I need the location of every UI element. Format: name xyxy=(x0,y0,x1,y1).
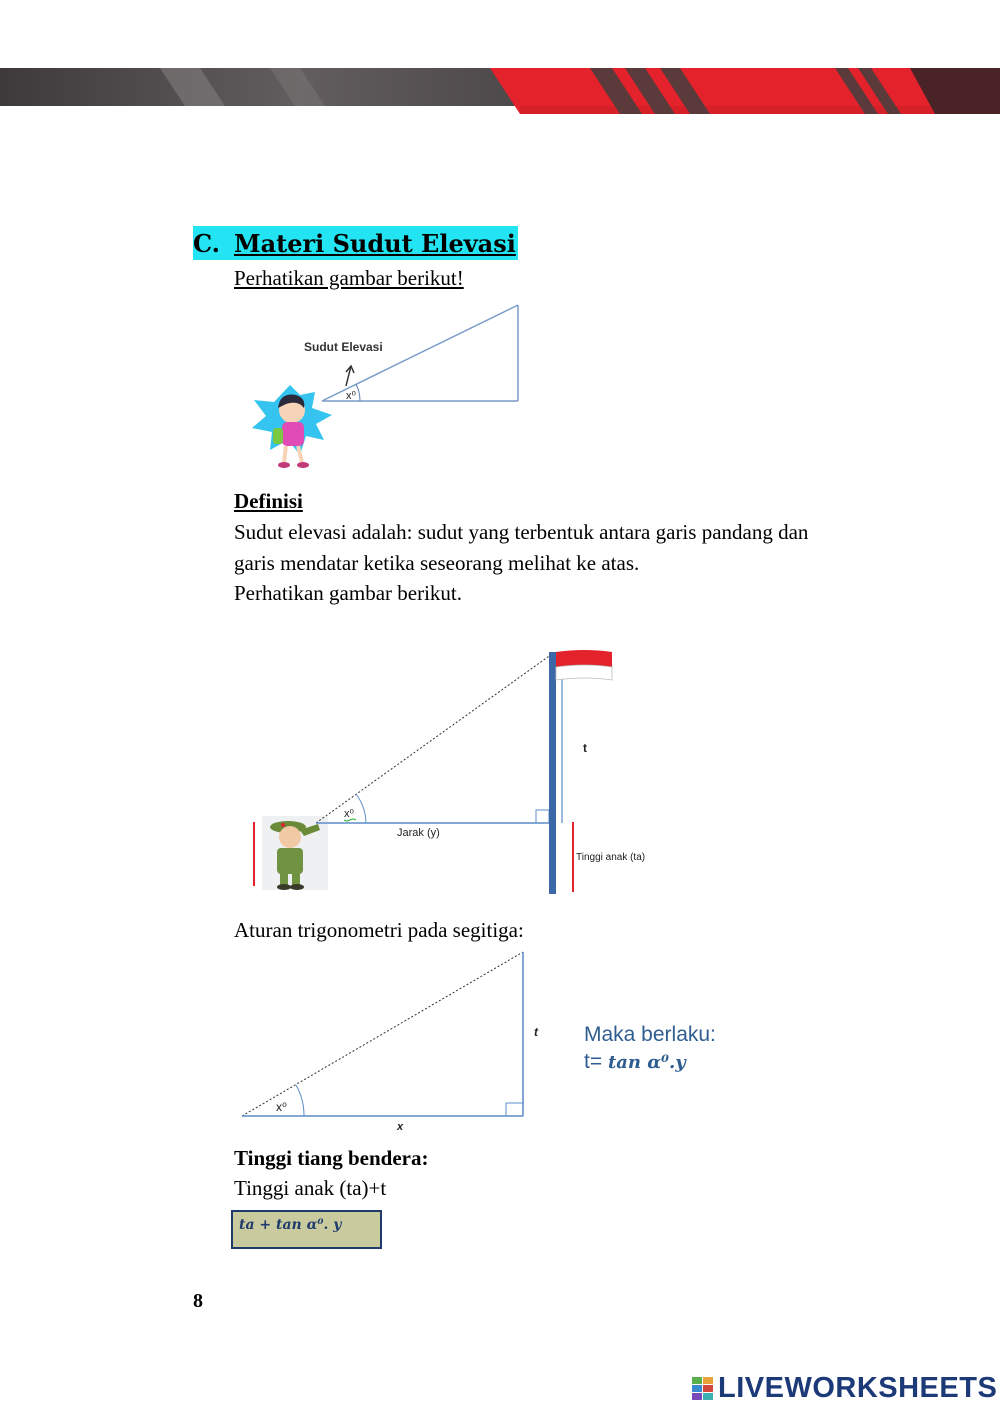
line-of-sight xyxy=(316,654,552,823)
arrow-up-icon xyxy=(346,366,354,386)
maka-label: Maka berlaku: xyxy=(584,1023,716,1046)
section-number: C. xyxy=(193,228,221,258)
distance-label: Jarak (y) xyxy=(397,827,440,839)
flag-icon xyxy=(556,650,612,680)
flagpole-heading: Tinggi tiang bendera: xyxy=(234,1146,429,1170)
header-banner xyxy=(0,68,1000,114)
t-label: t xyxy=(583,741,587,755)
angle-label: x⁰ xyxy=(276,1100,287,1114)
definition-line-2: garis mendatar ketika seseorang melihat ke atas. xyxy=(234,551,640,575)
liveworksheets-logo xyxy=(692,1372,997,1405)
elevation-figure-1 xyxy=(240,300,540,475)
intro-text: Perhatikan gambar berikut! xyxy=(234,266,464,290)
soldier-illustration xyxy=(262,816,328,890)
flagpole xyxy=(549,652,556,894)
elevation-label: Sudut Elevasi xyxy=(304,340,383,354)
definition-heading: Definisi xyxy=(234,489,303,513)
rules-heading: Aturan trigonometri pada segitiga: xyxy=(234,918,524,942)
section-title: Materi Sudut Elevasi xyxy=(234,228,516,258)
liveworksheets-icon xyxy=(692,1375,714,1403)
right-angle-marker xyxy=(536,810,549,823)
x-label: x xyxy=(397,1121,404,1133)
flagpole-figure xyxy=(240,640,680,900)
trig-triangle-figure xyxy=(236,948,546,1138)
angle-label: x⁰ xyxy=(346,390,356,402)
hypotenuse xyxy=(242,952,523,1116)
flagpole-expression: Tinggi anak (ta)+t xyxy=(234,1176,387,1200)
right-angle-marker xyxy=(506,1103,523,1116)
definition-line-3: Perhatikan gambar berikut. xyxy=(234,581,463,605)
brand-text: LIVEWORKSHEETS xyxy=(718,1372,998,1404)
child-height-label: Tinggi anak (ta) xyxy=(576,852,646,863)
definition-line-1: Sudut elevasi adalah: sudut yang terbentuk antara garis pandang dan xyxy=(234,520,809,544)
section-heading xyxy=(193,226,518,260)
angle-label: x⁰ xyxy=(344,808,354,820)
maka-formula: t= tan α⁰.y xyxy=(584,1050,686,1073)
maka-block xyxy=(584,1021,716,1076)
page-number: 8 xyxy=(193,1290,203,1312)
formula-box: ta + tan α⁰. y xyxy=(231,1210,382,1249)
girl-illustration xyxy=(252,385,332,468)
t-label: t xyxy=(534,1025,538,1039)
